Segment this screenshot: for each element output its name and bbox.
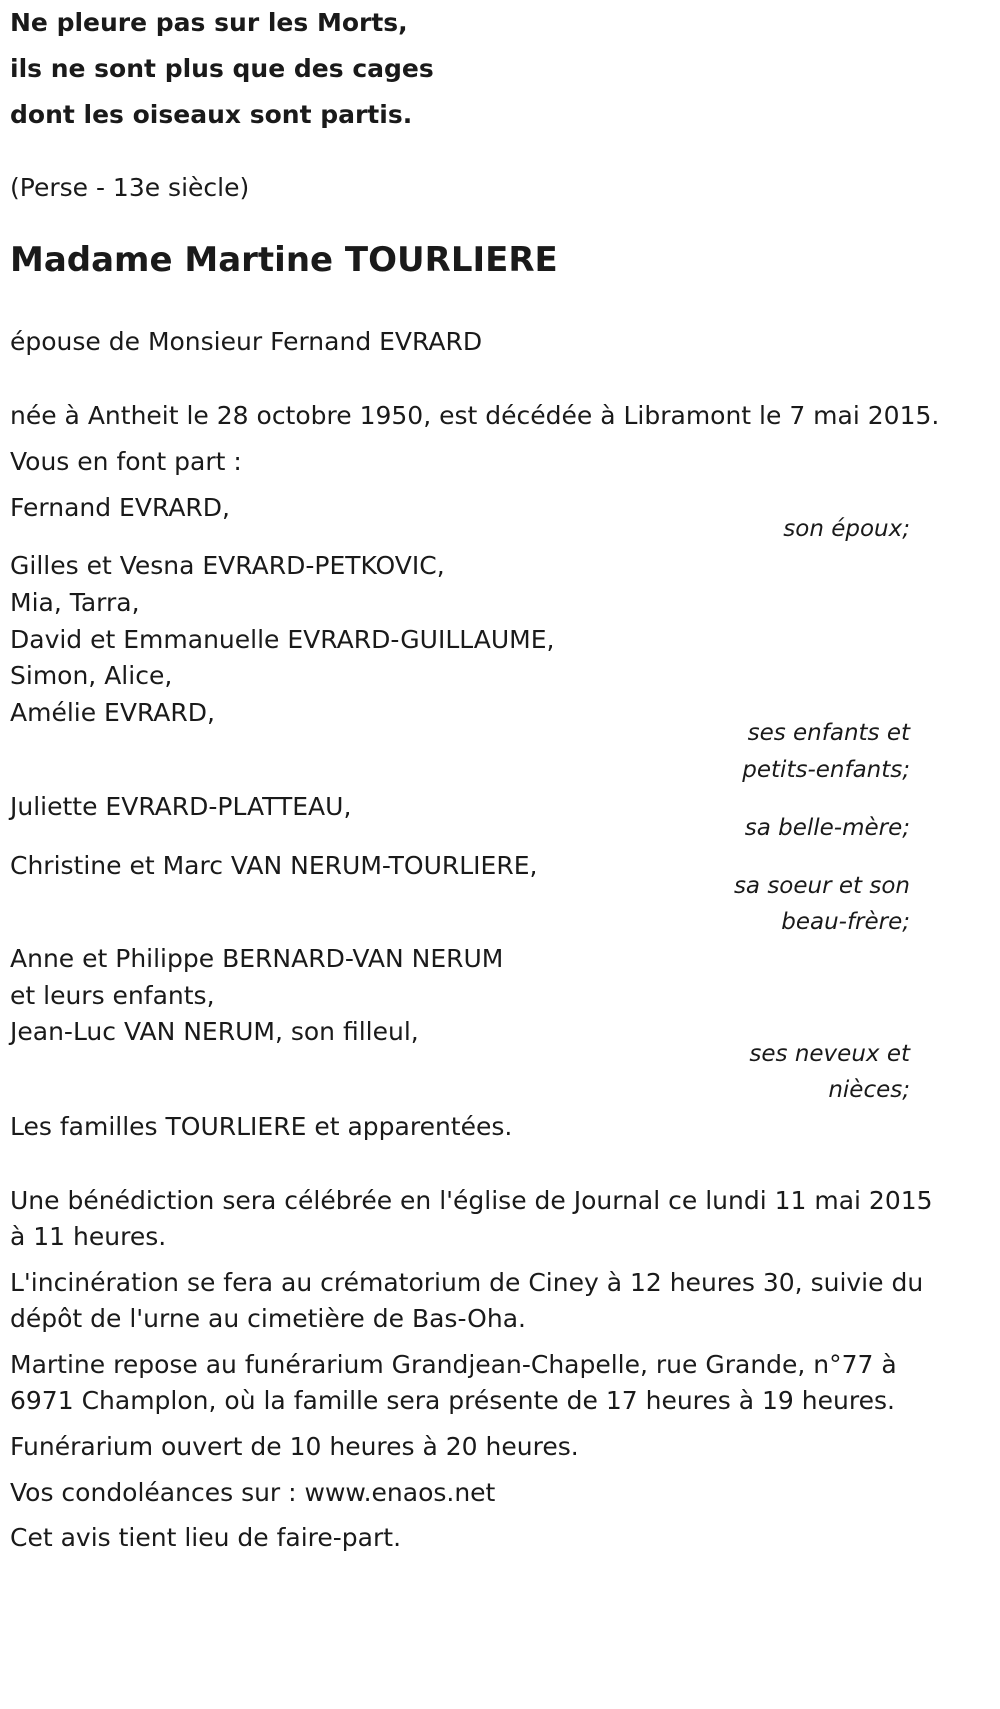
family-sister-relation-2: beau-frère; <box>781 909 910 935</box>
family-fernand-relation: son époux; <box>783 516 910 542</box>
family-children-relation-1: ses enfants et <box>747 720 910 746</box>
family-children-line-3: David et Emmanuelle EVRARD-GUILLAUME, <box>10 625 555 654</box>
family-sister-relation-1: sa soeur et son <box>733 873 910 899</box>
family-nephews-line-2: et leurs enfants, <box>10 981 215 1010</box>
family-mother-in-law-relation: sa belle-mère; <box>744 815 910 841</box>
deceased-name: Madame Martine TOURLIERE <box>10 240 558 280</box>
poem-line-1: Ne pleure pas sur les Morts, <box>10 8 408 37</box>
family-nephews-line-3: Jean-Luc VAN NERUM, son filleul, <box>10 1017 419 1046</box>
families-line: Les familles TOURLIERE et apparentées. <box>10 1112 513 1141</box>
family-children-line-2: Mia, Tarra, <box>10 588 140 617</box>
spouse-line: épouse de Monsieur Fernand EVRARD <box>10 327 483 356</box>
repose-line-2: 6971 Champlon, où la famille sera présente de 17 heures à 19 heures. <box>10 1386 895 1415</box>
family-children-relation-2: petits-enfants; <box>742 757 910 783</box>
blessing-line-1: Une bénédiction sera célébrée en l'église de Journal ce lundi 11 mai 2015 <box>10 1186 933 1215</box>
family-children-line-5: Amélie EVRARD, <box>10 698 215 727</box>
family-sister-name: Christine et Marc VAN NERUM-TOURLIERE, <box>10 851 538 880</box>
birth-death-line: née à Antheit le 28 octobre 1950, est décédée à Libramont le 7 mai 2015. <box>10 401 940 430</box>
poem-source: (Perse - 13e siècle) <box>10 173 250 202</box>
family-nephews-relation-2: nièces; <box>828 1077 910 1103</box>
cremation-line-2: dépôt de l'urne au cimetière de Bas-Oha. <box>10 1304 526 1333</box>
poem-line-2: ils ne sont plus que des cages <box>10 54 434 83</box>
notice-line: Cet avis tient lieu de faire-part. <box>10 1523 402 1552</box>
family-children-line-1: Gilles et Vesna EVRARD-PETKOVIC, <box>10 551 445 580</box>
family-nephews-line-1: Anne et Philippe BERNARD-VAN NERUM <box>10 944 504 973</box>
funerarium-hours: Funérarium ouvert de 10 heures à 20 heures. <box>10 1432 579 1461</box>
family-fernand-name: Fernand EVRARD, <box>10 493 230 522</box>
announce-line: Vous en font part : <box>10 447 242 476</box>
family-nephews-relation-1: ses neveux et <box>749 1041 910 1067</box>
family-children-line-4: Simon, Alice, <box>10 661 173 690</box>
family-mother-in-law-name: Juliette EVRARD-PLATTEAU, <box>10 792 352 821</box>
condolences-line: Vos condoléances sur : www.enaos.net <box>10 1478 496 1507</box>
poem-line-3: dont les oiseaux sont partis. <box>10 100 413 129</box>
cremation-line-1: L'incinération se fera au crématorium de Ciney à 12 heures 30, suivie du <box>10 1268 924 1297</box>
repose-line-1: Martine repose au funérarium Grandjean-Chapelle, rue Grande, n°77 à <box>10 1350 897 1379</box>
blessing-line-2: à 11 heures. <box>10 1222 167 1251</box>
